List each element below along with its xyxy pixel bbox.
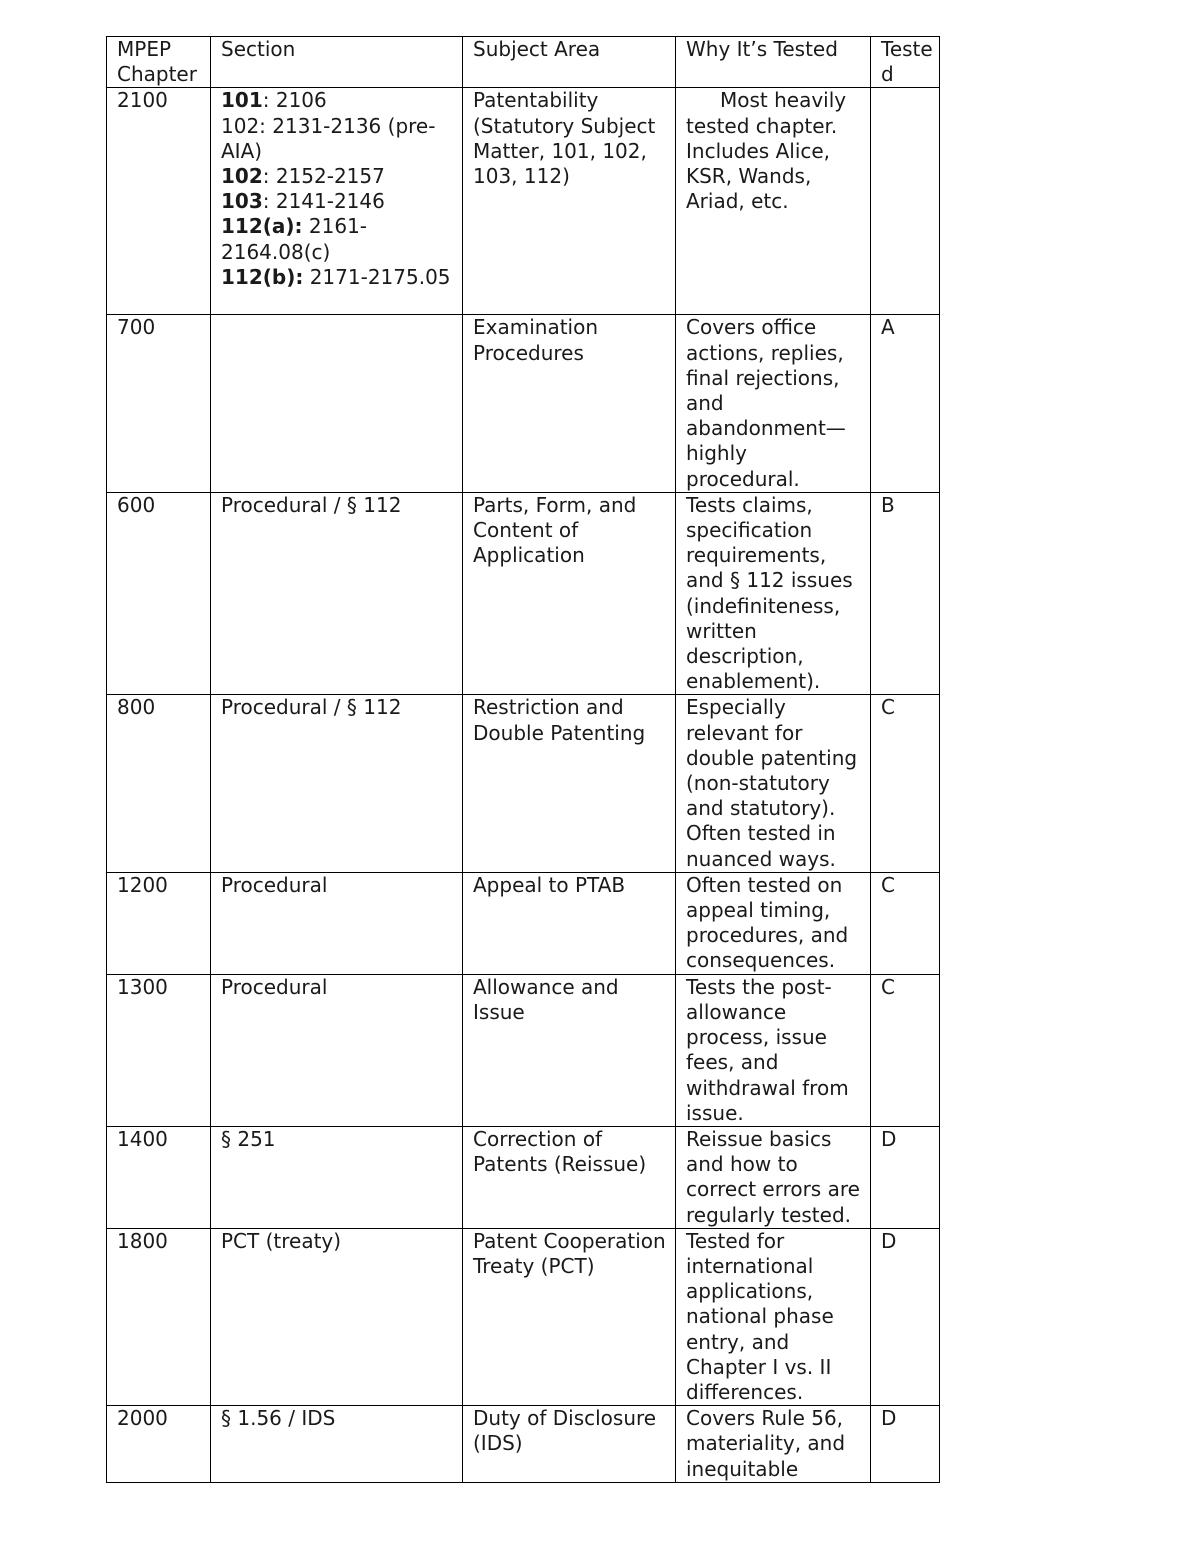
chapter-cell: 700 — [107, 315, 211, 492]
tested-cell — [871, 88, 940, 315]
why-cell: Tests claims, specification requirements, and § 112 issues (indefiniteness, written description, enablement). — [676, 492, 871, 695]
header-why: Why It’s Tested — [676, 37, 871, 88]
section-cell: § 251 — [211, 1126, 463, 1228]
subject-cell: Duty of Disclosure (IDS) — [463, 1406, 676, 1483]
table-row — [107, 1228, 940, 1405]
subject-cell: Parts, Form, and Content of Application — [463, 492, 676, 695]
mpep-chapter-table — [106, 36, 940, 1483]
chapter-cell: 1400 — [107, 1126, 211, 1228]
chapter-cell: 1200 — [107, 872, 211, 974]
tested-cell: B — [871, 492, 940, 695]
section-cell: PCT (treaty) — [211, 1228, 463, 1405]
table-row — [107, 974, 940, 1126]
header-tested: Teste d — [871, 37, 940, 88]
why-cell: Especially relevant for double patenting (non-statutory and statutory). Often tested in nuanced ways. — [676, 695, 871, 872]
section-cell: Procedural / § 112 — [211, 695, 463, 872]
header-row — [107, 37, 940, 88]
why-cell: Tests the post-allowance process, issue fees, and withdrawal from issue. — [676, 974, 871, 1126]
section-cell: Procedural — [211, 872, 463, 974]
tested-cell: D — [871, 1406, 940, 1483]
section-cell: 101: 2106 102: 2131-2136 (pre-AIA) 102: 2152-2157 103: 2141-2146 112(a): 2161-2164.08(c) 112(b): 2171-2175.05 — [211, 88, 463, 315]
header-chapter: MPEP Chapter — [107, 37, 211, 88]
tested-cell: C — [871, 695, 940, 872]
chapter-cell: 1800 — [107, 1228, 211, 1405]
subject-cell: Patentability (Statutory Subject Matter, 101, 102, 103, 112) — [463, 88, 676, 315]
why-cell: Covers Rule 56, materiality, and inequitable — [676, 1406, 871, 1483]
subject-cell: Correction of Patents (Reissue) — [463, 1126, 676, 1228]
why-cell: Often tested on appeal timing, procedures, and consequences. — [676, 872, 871, 974]
tested-cell: C — [871, 974, 940, 1126]
tested-cell: C — [871, 872, 940, 974]
header-subject: Subject Area — [463, 37, 676, 88]
section-cell: Procedural / § 112 — [211, 492, 463, 695]
table-row — [107, 492, 940, 695]
section-cell — [211, 315, 463, 492]
table-row — [107, 315, 940, 492]
table-row — [107, 1406, 940, 1483]
chapter-cell: 800 — [107, 695, 211, 872]
chapter-cell: 2100 — [107, 88, 211, 315]
why-cell: Tested for international applications, national phase entry, and Chapter I vs. II differences. — [676, 1228, 871, 1405]
table-row — [107, 88, 940, 315]
why-cell: Covers office actions, replies, final rejections, and abandonment—highly procedural. — [676, 315, 871, 492]
subject-cell: Examination Procedures — [463, 315, 676, 492]
section-cell: § 1.56 / IDS — [211, 1406, 463, 1483]
subject-cell: Restriction and Double Patenting — [463, 695, 676, 872]
why-cell: Reissue basics and how to correct errors are regularly tested. — [676, 1126, 871, 1228]
subject-cell: Appeal to PTAB — [463, 872, 676, 974]
subject-cell: Allowance and Issue — [463, 974, 676, 1126]
table-row — [107, 695, 940, 872]
chapter-cell: 1300 — [107, 974, 211, 1126]
why-cell: Most heavily tested chapter. Includes Alice, KSR, Wands, Ariad, etc. — [676, 88, 871, 315]
chapter-cell: 600 — [107, 492, 211, 695]
table-row — [107, 1126, 940, 1228]
subject-cell: Patent Cooperation Treaty (PCT) — [463, 1228, 676, 1405]
table-row — [107, 872, 940, 974]
header-section: Section — [211, 37, 463, 88]
tested-cell: D — [871, 1126, 940, 1228]
section-cell: Procedural — [211, 974, 463, 1126]
tested-cell: D — [871, 1228, 940, 1405]
chapter-cell: 2000 — [107, 1406, 211, 1483]
tested-cell: A — [871, 315, 940, 492]
